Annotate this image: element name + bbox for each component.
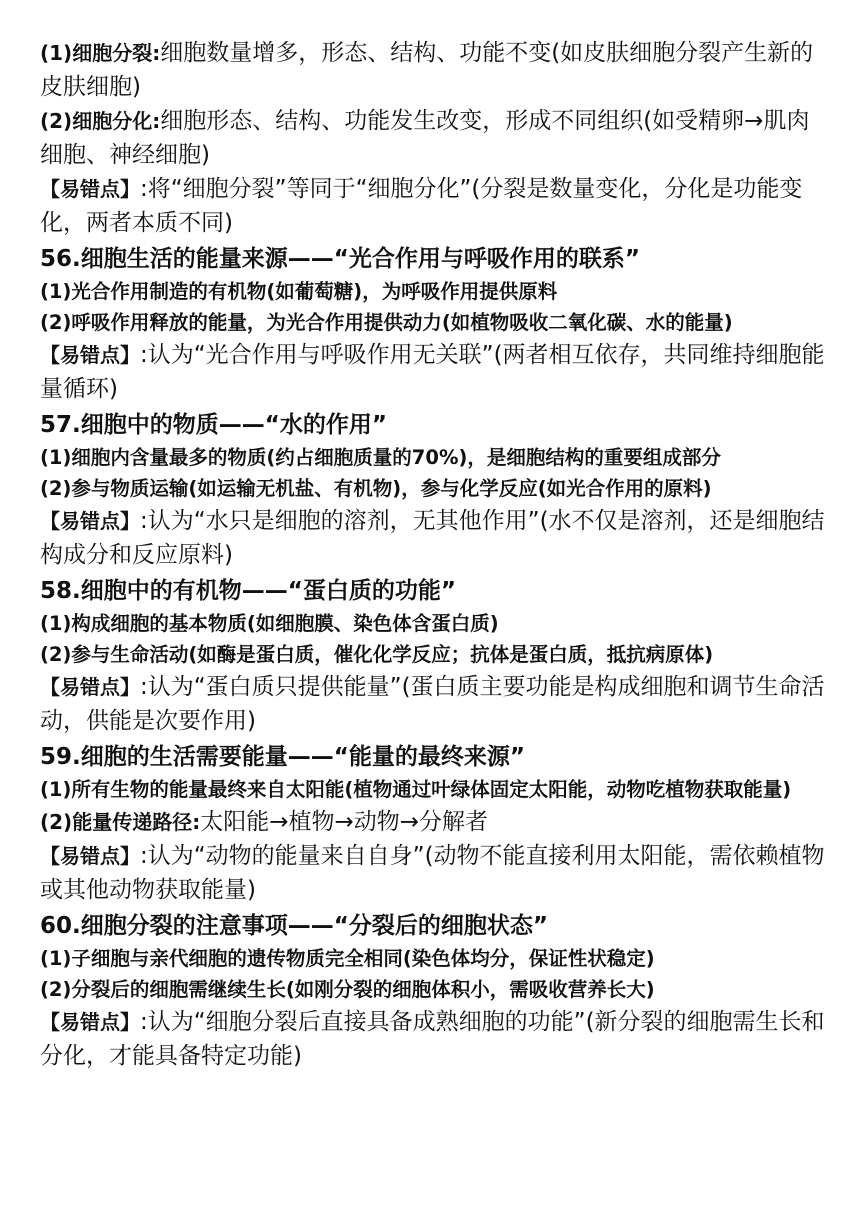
common-mistake-note	[40, 1005, 830, 1073]
line-text: :认为“细胞分裂后直接具备成熟细胞的功能”(新分裂的细胞需生长和分化，才能具备特定功能)	[40, 1009, 825, 1069]
key-point: (1)所有生物的能量最终来自太阳能(植物通过叶绿体固定太阳能，动物吃植物获取能量)	[40, 778, 792, 801]
line-label: (2)能量传递路径:	[40, 810, 201, 834]
line-label: 【易错点】	[40, 177, 140, 201]
key-point: (1)子细胞与亲代细胞的遗传物质完全相同(染色体均分，保证性状稳定)	[40, 947, 655, 970]
key-point: (2)分裂后的细胞需继续生长(如刚分裂的细胞体积小，需吸收营养长大)	[40, 978, 655, 1001]
line-text: :认为“蛋白质只提供能量”(蛋白质主要功能是构成细胞和调节生命活动，供能是次要作用)	[40, 674, 825, 734]
section-heading: 57.细胞中的物质——“水的作用”	[40, 412, 387, 438]
section-heading: 59.细胞的生活需要能量——“能量的最终来源”	[40, 744, 525, 770]
section-heading: 58.细胞中的有机物——“蛋白质的功能”	[40, 578, 456, 604]
line-label: 【易错点】	[40, 1010, 140, 1034]
line-label: 【易错点】	[40, 675, 140, 699]
line-label: 【易错点】	[40, 844, 140, 868]
section-heading: 60.细胞分裂的注意事项——“分裂后的细胞状态”	[40, 913, 548, 939]
key-point: (1)构成细胞的基本物质(如细胞膜、染色体含蛋白质)	[40, 612, 499, 635]
definition-line	[40, 36, 830, 104]
key-point: (2)参与生命活动(如酶是蛋白质，催化化学反应；抗体是蛋白质，抵抗病原体)	[40, 643, 714, 666]
line-text: :认为“动物的能量来自自身”(动物不能直接利用太阳能，需依赖植物或其他动物获取能量)	[40, 843, 825, 903]
definition-line	[40, 104, 830, 172]
line-label: (1)细胞分裂:	[40, 41, 161, 65]
line-text: 细胞形态、结构、功能发生改变，形成不同组织(如受精卵→肌肉细胞、神经细胞)	[40, 108, 810, 168]
common-mistake-note	[40, 172, 830, 240]
line-label: 【易错点】	[40, 509, 140, 533]
line-text: 太阳能→植物→动物→分解者	[200, 809, 489, 835]
line-label: 【易错点】	[40, 343, 140, 367]
common-mistake-note	[40, 504, 830, 572]
common-mistake-note	[40, 338, 830, 406]
key-point: (2)参与物质运输(如运输无机盐、有机物)，参与化学反应(如光合作用的原料)	[40, 477, 712, 500]
line-text: 细胞数量增多，形态、结构、功能不变(如皮肤细胞分裂产生新的皮肤细胞)	[40, 40, 814, 100]
common-mistake-note	[40, 670, 830, 738]
line-text: :认为“光合作用与呼吸作用无关联”(两者相互依存，共同维持细胞能量循环)	[40, 342, 825, 402]
key-point: (1)光合作用制造的有机物(如葡萄糖)，为呼吸作用提供原料	[40, 280, 558, 303]
line-label: (2)细胞分化:	[40, 109, 161, 133]
definition-line	[40, 805, 830, 839]
line-text: :将“细胞分裂”等同于“细胞分化”(分裂是数量变化，分化是功能变化，两者本质不同)	[40, 176, 803, 236]
key-point: (1)细胞内含量最多的物质(约占细胞质量的70%)，是细胞结构的重要组成部分	[40, 446, 721, 469]
common-mistake-note	[40, 839, 830, 907]
key-point: (2)呼吸作用释放的能量，为光合作用提供动力(如植物吸收二氧化碳、水的能量)	[40, 311, 733, 334]
document-page	[40, 36, 830, 1073]
section-heading: 56.细胞生活的能量来源——“光合作用与呼吸作用的联系”	[40, 246, 640, 272]
line-text: :认为“水只是细胞的溶剂，无其他作用”(水不仅是溶剂，还是细胞结构成分和反应原料)	[40, 508, 825, 568]
